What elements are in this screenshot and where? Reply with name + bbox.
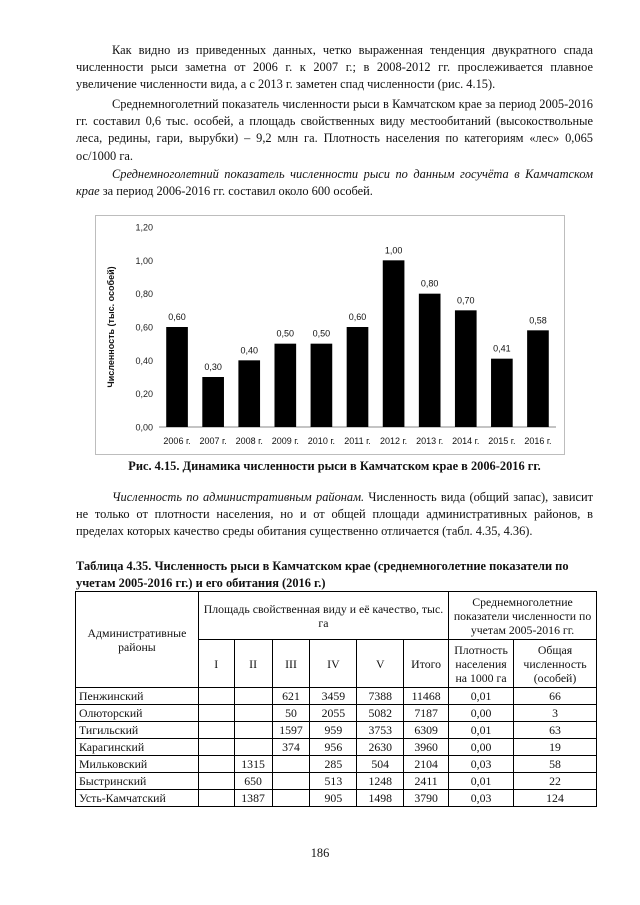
cell-iv: 2055 xyxy=(310,705,357,722)
data-label: 1,00 xyxy=(384,245,403,256)
y-tick-label: 0,20 xyxy=(135,389,153,400)
data-label: 0,41 xyxy=(493,343,511,354)
cell-v: 1498 xyxy=(357,790,404,807)
cell-density: 0,01 xyxy=(449,688,514,705)
cell-name: Быстринский xyxy=(76,773,199,790)
cell-ii xyxy=(234,722,272,739)
cell-i xyxy=(198,705,234,722)
header-col-total: Итого xyxy=(404,640,449,688)
bar xyxy=(238,360,260,427)
district-table xyxy=(75,591,597,807)
table-row xyxy=(76,722,597,739)
header-col-III: III xyxy=(272,640,310,688)
bar xyxy=(491,359,513,427)
cell-total: 6309 xyxy=(404,722,449,739)
cell-v: 2630 xyxy=(357,739,404,756)
x-tick-label: 2014 г. xyxy=(452,436,480,446)
cell-i xyxy=(198,773,234,790)
cell-name: Пенжинский xyxy=(76,688,199,705)
cell-i xyxy=(198,790,234,807)
table-caption: Таблица 4.35. Численность рыси в Камчатском крае (среднемноголетние показатели по учетам 2005-2016 гг.) и его обитания (2016 г.) xyxy=(76,559,569,590)
cell-v: 1248 xyxy=(357,773,404,790)
cell-total: 2411 xyxy=(404,773,449,790)
paragraph-1: Как видно из приведенных данных, четко выраженная тенденция двукратного спада численности рыси заметна от 2006 г. к 2007 г.; в 2008-2012 гг. прослеживается плавное увеличение численности вида, а с 2013 г. заметен спад численности (рис. 4.15). xyxy=(76,43,593,92)
table-row xyxy=(76,688,597,705)
cell-iv: 905 xyxy=(310,790,357,807)
data-label: 0,50 xyxy=(312,328,331,339)
cell-name: Карагинский xyxy=(76,739,199,756)
cell-iii: 50 xyxy=(272,705,310,722)
cell-count: 19 xyxy=(514,739,597,756)
header-col-V: V xyxy=(357,640,404,688)
cell-density: 0,00 xyxy=(449,739,514,756)
bar xyxy=(383,260,405,427)
y-tick-label: 0,60 xyxy=(135,322,153,333)
cell-i xyxy=(198,756,234,773)
data-label: 0,60 xyxy=(168,312,186,322)
cell-iii: 1597 xyxy=(272,722,310,739)
cell-v: 3753 xyxy=(357,722,404,739)
x-tick-label: 2009 г. xyxy=(271,436,299,446)
cell-total: 3790 xyxy=(404,790,449,807)
table-row xyxy=(76,739,597,756)
cell-ii: 1387 xyxy=(234,790,272,807)
y-tick-label: 0,00 xyxy=(135,422,153,433)
header-districts: Административные районы xyxy=(76,592,199,688)
cell-density: 0,01 xyxy=(449,722,514,739)
bar xyxy=(527,330,549,427)
cell-density: 0,03 xyxy=(449,756,514,773)
data-label: 0,60 xyxy=(348,312,367,322)
cell-ii xyxy=(234,739,272,756)
cell-density: 0,01 xyxy=(449,773,514,790)
cell-iv: 513 xyxy=(310,773,357,790)
y-tick-label: 0,40 xyxy=(135,355,153,366)
header-col-IV: IV xyxy=(310,640,357,688)
cell-iii: 621 xyxy=(272,688,310,705)
cell-iv: 3459 xyxy=(310,688,357,705)
table-row xyxy=(76,756,597,773)
x-tick-label: 2012 г. xyxy=(379,436,408,446)
cell-i xyxy=(198,739,234,756)
cell-ii xyxy=(234,705,272,722)
bar xyxy=(202,377,224,427)
cell-count: 63 xyxy=(514,722,597,739)
data-label: 0,70 xyxy=(457,295,475,306)
cell-ii: 650 xyxy=(234,773,272,790)
cell-count: 66 xyxy=(514,688,597,705)
bar xyxy=(274,344,296,427)
population-chart xyxy=(95,215,565,455)
header-col-I: I xyxy=(198,640,234,688)
paragraph-4-italic: Численность по административным районам. xyxy=(112,490,365,504)
data-label: 0,30 xyxy=(204,362,222,372)
bar xyxy=(311,344,333,427)
data-label: 0,80 xyxy=(420,278,439,289)
y-tick-label: 0,80 xyxy=(135,289,153,300)
cell-density: 0,00 xyxy=(449,705,514,722)
cell-count: 22 xyxy=(514,773,597,790)
figure-caption: Рис. 4.15. Динамика численности рыси в Камчатском крае в 2006-2016 гг. xyxy=(128,459,541,473)
cell-total: 11468 xyxy=(404,688,449,705)
chart-canvas xyxy=(96,216,564,454)
cell-v: 7388 xyxy=(357,688,404,705)
page-number: 186 xyxy=(310,846,330,860)
cell-iii xyxy=(272,790,310,807)
cell-iii xyxy=(272,773,310,790)
paragraph-3 xyxy=(76,166,593,200)
cell-count: 3 xyxy=(514,705,597,722)
y-axis-label: Численность (тыс. особей) xyxy=(106,266,116,388)
bar xyxy=(166,327,188,427)
data-label: 0,40 xyxy=(240,345,258,356)
cell-name: Олюторский xyxy=(76,705,199,722)
header-average-group: Среднемноголетние показатели численности по учетам 2005-2016 гг. xyxy=(449,592,597,640)
header-col-II: II xyxy=(234,640,272,688)
cell-ii xyxy=(234,688,272,705)
cell-total: 3960 xyxy=(404,739,449,756)
bar xyxy=(347,327,369,427)
cell-total: 2104 xyxy=(404,756,449,773)
data-label: 0,58 xyxy=(529,315,547,326)
paragraph-3-italic: Среднемноголетний показатель численности рыси по данным госучёта в Камчатском крае xyxy=(76,167,593,199)
cell-iii xyxy=(272,756,310,773)
table-row xyxy=(76,705,597,722)
x-tick-label: 2006 г. xyxy=(163,436,191,446)
x-tick-label: 2013 г. xyxy=(416,436,444,446)
y-tick-label: 1,20 xyxy=(135,222,153,233)
cell-v: 504 xyxy=(357,756,404,773)
cell-i xyxy=(198,722,234,739)
cell-iv: 956 xyxy=(310,739,357,756)
header-col-count: Общая численность (особей) xyxy=(514,640,597,688)
x-tick-label: 2010 г. xyxy=(307,436,336,446)
paragraph-4-rest: Численность вида (общий запас), зависит не только от плотности населения, но и от общей площади административных районов, в пределах которых качество среды обитания существенно отличается (табл. 4.35, 4.36). xyxy=(76,490,593,539)
table-row xyxy=(76,773,597,790)
table-row xyxy=(76,790,597,807)
y-tick-label: 1,00 xyxy=(135,255,153,266)
cell-name: Мильковский xyxy=(76,756,199,773)
x-tick-label: 2008 г. xyxy=(235,436,263,446)
x-tick-label: 2015 г. xyxy=(488,436,516,446)
cell-v: 5082 xyxy=(357,705,404,722)
bar xyxy=(455,310,477,427)
cell-total: 7187 xyxy=(404,705,449,722)
cell-name: Усть-Камчатский xyxy=(76,790,199,807)
cell-count: 124 xyxy=(514,790,597,807)
x-tick-label: 2007 г. xyxy=(199,436,227,446)
cell-iv: 959 xyxy=(310,722,357,739)
x-tick-label: 2016 г. xyxy=(524,436,552,446)
paragraph-2: Среднемноголетний показатель численности рыси в Камчатском крае за период 2005-2016 гг. составил 0,6 тыс. особей, а площадь свойственных виду местообитаний (высокоствольные леса, редины, гари, вырубки) – 9,2 млн га. Плотность населения по категориям «лес» 0,065 ос/1000 га. xyxy=(76,97,593,163)
cell-iii: 374 xyxy=(272,739,310,756)
table-body xyxy=(76,688,597,807)
bar xyxy=(419,294,441,427)
paragraph-4 xyxy=(76,489,593,541)
cell-ii: 1315 xyxy=(234,756,272,773)
data-label: 0,50 xyxy=(276,328,295,339)
header-col-density: Плотность населения на 1000 га xyxy=(449,640,514,688)
x-tick-label: 2011 г. xyxy=(344,436,371,446)
paragraph-3-rest: за период 2006-2016 гг. составил около 600 особей. xyxy=(99,184,373,199)
cell-count: 58 xyxy=(514,756,597,773)
cell-name: Тигильский xyxy=(76,722,199,739)
cell-i xyxy=(198,688,234,705)
header-area-group: Площадь свойственная виду и её качество, тыс. га xyxy=(198,592,448,640)
cell-iv: 285 xyxy=(310,756,357,773)
cell-density: 0,03 xyxy=(449,790,514,807)
